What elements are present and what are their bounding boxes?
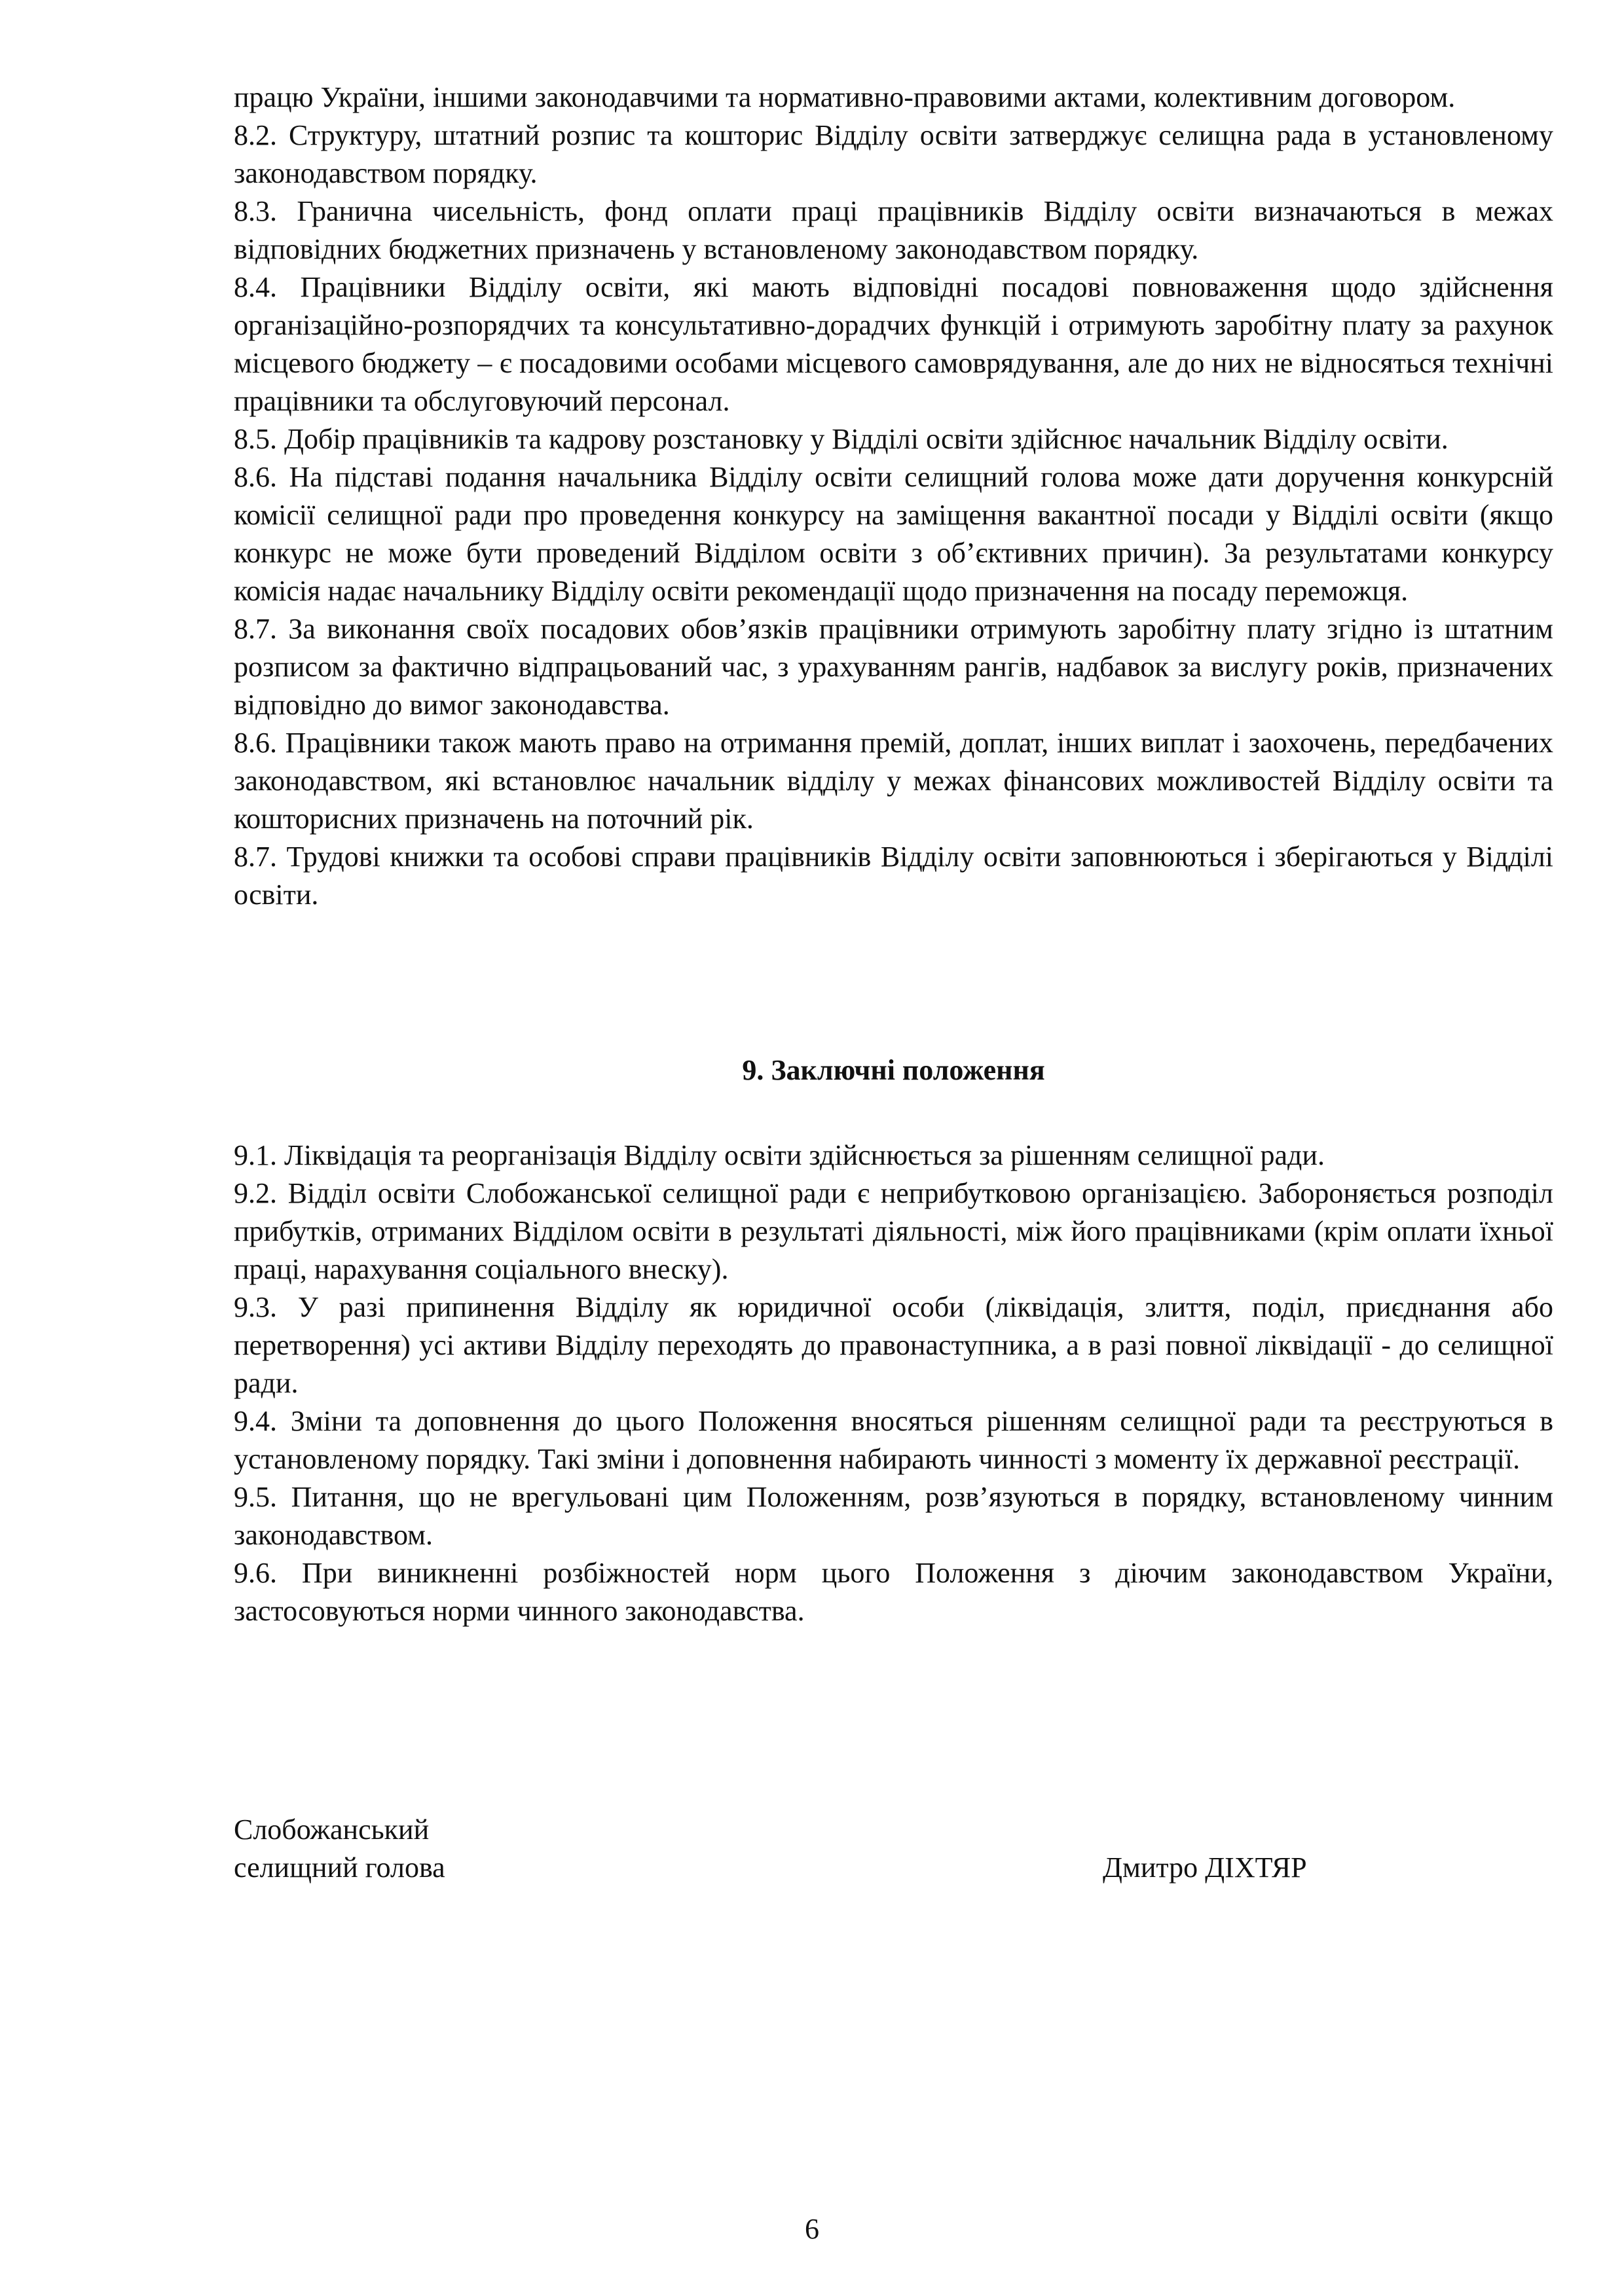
paragraph-9-4: 9.4. Зміни та доповнення до цього Положення вносяться рішенням селищної ради та реєструються в установленому порядку. Такі зміни і доповнення набирають чинності з моменту їх державної реєстрації.: [234, 1405, 1553, 1475]
paragraph-9-5: 9.5. Питання, що не врегульовані цим Положенням, розв’язуються в порядку, встановленому чинним законодавством.: [234, 1481, 1553, 1551]
paragraph-8-6: 8.6. На підставі подання начальника Відділу освіти селищний голова може дати доручення конкурсній комісії селищної ради про проведення конкурсу на заміщення вакантної посади у Відділі освіти (якщо конкурс не може бути проведений Відділом освіти з об’єктивних причин). За результатами конкурсу комісія надає начальнику Відділу освіти рекомендації щодо призначення на посаду переможця.: [234, 461, 1553, 607]
paragraph-8-7: 8.7. За виконання своїх посадових обов’язків працівники отримують заробітну плату згідно із штатним розписом за фактично відпрацьований час, з урахуванням рангів, надбавок за вислугу років, призначених відповідно до вимог законодавства.: [234, 613, 1553, 721]
signatory-title-line-2: селищний голова: [234, 1851, 445, 1884]
section-9-body: [234, 1137, 1553, 1630]
paragraph-9-1: 9.1. Ліквідація та реорганізація Відділу освіти здійснюється за рішенням селищної ради.: [234, 1139, 1325, 1171]
paragraph-8-5: 8.5. Добір працівників та кадрову розстановку у Відділі освіти здійснює начальник Відділу освіти.: [234, 423, 1449, 455]
paragraph-9-3: 9.3. У разі припинення Відділу як юридичної особи (ліквідація, злиття, поділ, приєднання або перетворення) усі активи Відділу переходять до правонаступника, а в разі повної ліквідації - до селищної ради.: [234, 1291, 1553, 1399]
paragraph-8-6-second: 8.6. Працівники також мають право на отримання премій, доплат, інших виплат і заохочень, передбачених законодавством, які встановлює начальник відділу у межах фінансових можливостей Відділу освіти та кошторисних призначень на поточний рік.: [234, 727, 1553, 835]
section-8-body: [234, 79, 1553, 914]
paragraph-9-6: 9.6. При виникненні розбіжностей норм цього Положення з діючим законодавством України, застосовуються норми чинного законодавства.: [234, 1557, 1553, 1627]
paragraph-8-7-second: 8.7. Трудові книжки та особові справи працівників Відділу освіти заповнюються і зберігаються у Відділі освіти.: [234, 841, 1553, 911]
signatory-name: Дмитро ДІХТЯР: [1103, 1851, 1307, 1884]
signatory-title-line-1: Слобожанський: [234, 1813, 430, 1846]
paragraph-8-2: 8.2. Структуру, штатний розпис та кошторис Відділу освіти затверджує селищна рада в установленому законодавством порядку.: [234, 119, 1553, 189]
section-9-heading: 9. Заключні положення: [742, 1054, 1045, 1086]
paragraph-8-4: 8.4. Працівники Відділу освіти, які мають відповідні посадові повноваження щодо здійснення організаційно-розпорядчих та консультативно-дорадчих функцій і отримують заробітну плату за рахунок місцевого бюджету – є посадовими особами місцевого самоврядування, але до них не відносяться технічні працівники та обслуговуючий персонал.: [234, 271, 1553, 417]
paragraph-9-2: 9.2. Відділ освіти Слобожанської селищної ради є неприбутковою організацією. Забороняється розподіл прибутків, отриманих Відділом освіти в результаті діяльності, між його працівниками (крім оплати їхньої праці, нарахування соціального внеску).: [234, 1177, 1553, 1285]
paragraph-8-1-continuation: працю України, іншими законодавчими та нормативно-правовими актами, колективним договором.: [234, 81, 1456, 113]
page-number: 6: [805, 2213, 819, 2245]
signatory-title: [234, 1811, 445, 1887]
paragraph-8-3: 8.3. Гранична чисельність, фонд оплати праці працівників Відділу освіти визначаються в межах відповідних бюджетних призначень у встановленому законодавством порядку.: [234, 195, 1553, 265]
